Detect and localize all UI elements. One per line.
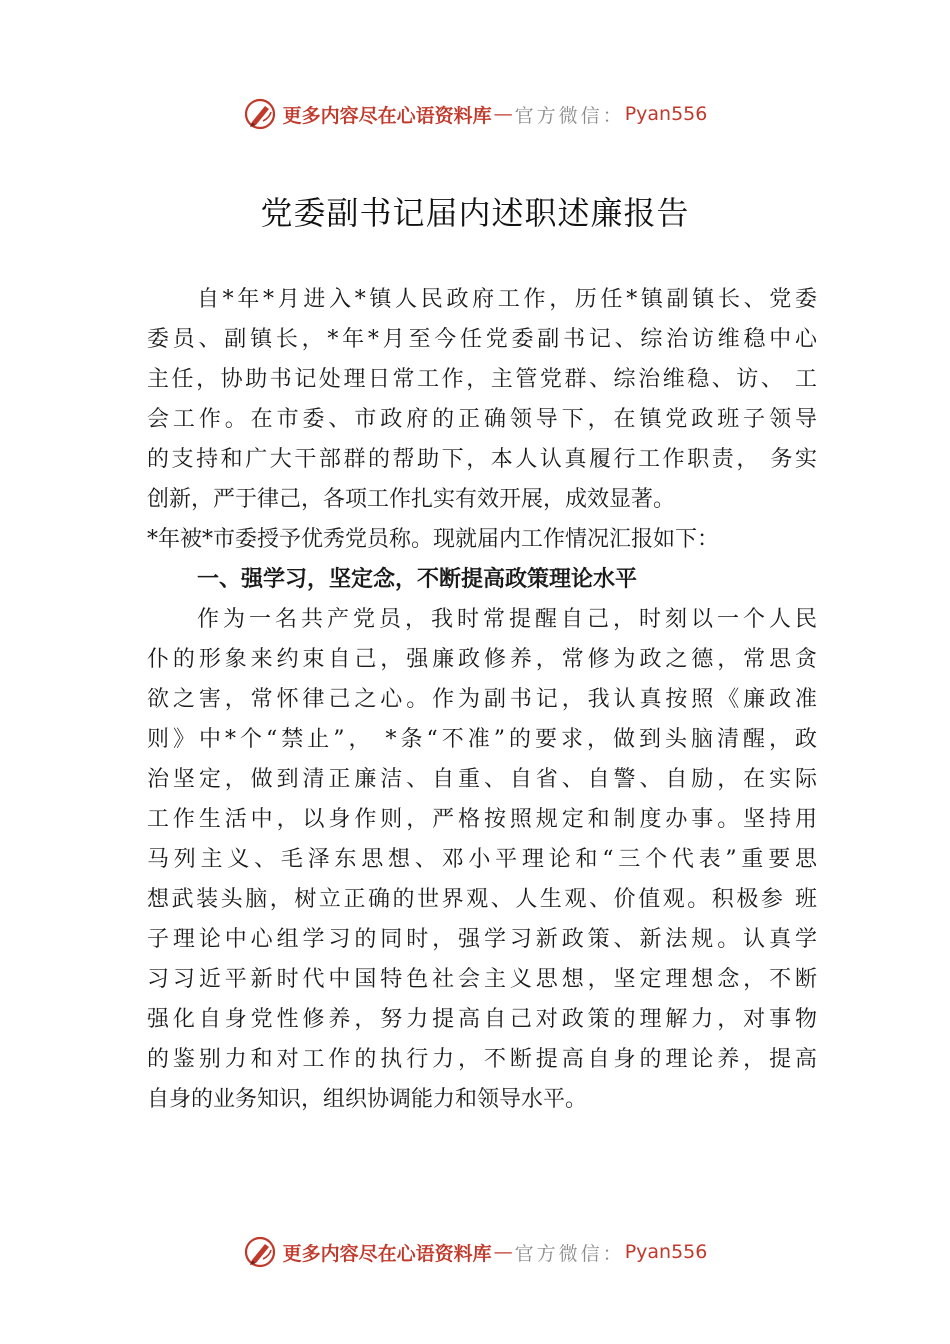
pen-logo-icon <box>243 97 277 131</box>
banner-text <box>283 101 708 128</box>
paragraph-line: 想武装头脑，树立正确的世界观、人生观、价值观。积极参 班 <box>147 887 817 912</box>
paragraph-line: 仆的形象来约束自己，强廉政修养，常修为政之德，常思贪 <box>147 647 817 672</box>
header-banner <box>0 94 950 134</box>
banner-dash: — <box>493 103 513 125</box>
banner-grey-text: 官方微信： <box>514 104 625 127</box>
banner-dash: — <box>493 1241 513 1263</box>
paragraph-line: 的支持和广大干部群的帮助下，本人认真履行工作职责， 务实 <box>147 447 817 472</box>
footer-banner <box>0 1232 950 1272</box>
section-heading: 一、强学习，坚定念，不断提高政策理论水平 <box>197 567 638 592</box>
paragraph-line: 自身的业务知识，组织协调能力和领导水平。 <box>147 1087 588 1112</box>
banner-grey-text: 官方微信： <box>514 1242 625 1265</box>
banner-red-text: 更多内容尽在心语资料库 <box>282 104 492 127</box>
paragraph-line: 创新，严于律己，各项工作扎实有效开展，成效显著。 <box>147 487 676 512</box>
paragraph-line: 作为一名共产党员，我时常提醒自己，时刻以一个人民 <box>197 607 817 632</box>
pen-logo-icon <box>243 1235 277 1269</box>
paragraph-line: 自*年*月进入*镇人民政府工作，历任*镇副镇长、党委 <box>197 287 817 312</box>
paragraph-line: 则》中*个“禁止”， *条“不准”的要求，做到头脑清醒，政 <box>147 727 817 752</box>
paragraph-line: *年被*市委授予优秀党员称。现就届内工作情况汇报如下： <box>147 527 720 552</box>
paragraph-line: 习习近平新时代中国特色社会主义思想，坚定理想念，不断 <box>147 967 817 992</box>
paragraph-line: 委员、副镇长，*年*月至今任党委副书记、综治访维稳中心 <box>147 327 817 352</box>
paragraph-line: 治坚定，做到清正廉洁、自重、自省、自警、自励，在实际 <box>147 767 817 792</box>
paragraph-line: 子理论中心组学习的同时，强学习新政策、新法规。认真学 <box>147 927 817 952</box>
banner-red-text: 更多内容尽在心语资料库 <box>282 1242 492 1265</box>
document-title: 党委副书记届内述职述廉报告 <box>260 194 690 232</box>
banner-text <box>283 1239 708 1266</box>
paragraph-line: 强化自身党性修养，努力提高自己对政策的理解力，对事物 <box>147 1007 817 1032</box>
paragraph-line: 工作生活中，以身作则，严格按照规定和制度办事。坚持用 <box>147 807 817 832</box>
banner-wechat-id: Pyan556 <box>624 1241 708 1263</box>
paragraph-line: 会工作。在市委、市政府的正确领导下，在镇党政班子领导 <box>147 407 817 432</box>
paragraph-line: 的鉴别力和对工作的执行力，不断提高自身的理论养，提高 <box>147 1047 817 1072</box>
paragraph-line: 欲之害，常怀律己之心。作为副书记，我认真按照《廉政准 <box>147 687 817 712</box>
paragraph-line: 马列主义、毛泽东思想、邓小平理论和“三个代表”重要思 <box>147 847 817 872</box>
banner-wechat-id: Pyan556 <box>624 103 708 125</box>
document-body <box>147 280 817 1120</box>
paragraph-line: 主任，协助书记处理日常工作，主管党群、综治维稳、访、 工 <box>147 367 817 392</box>
